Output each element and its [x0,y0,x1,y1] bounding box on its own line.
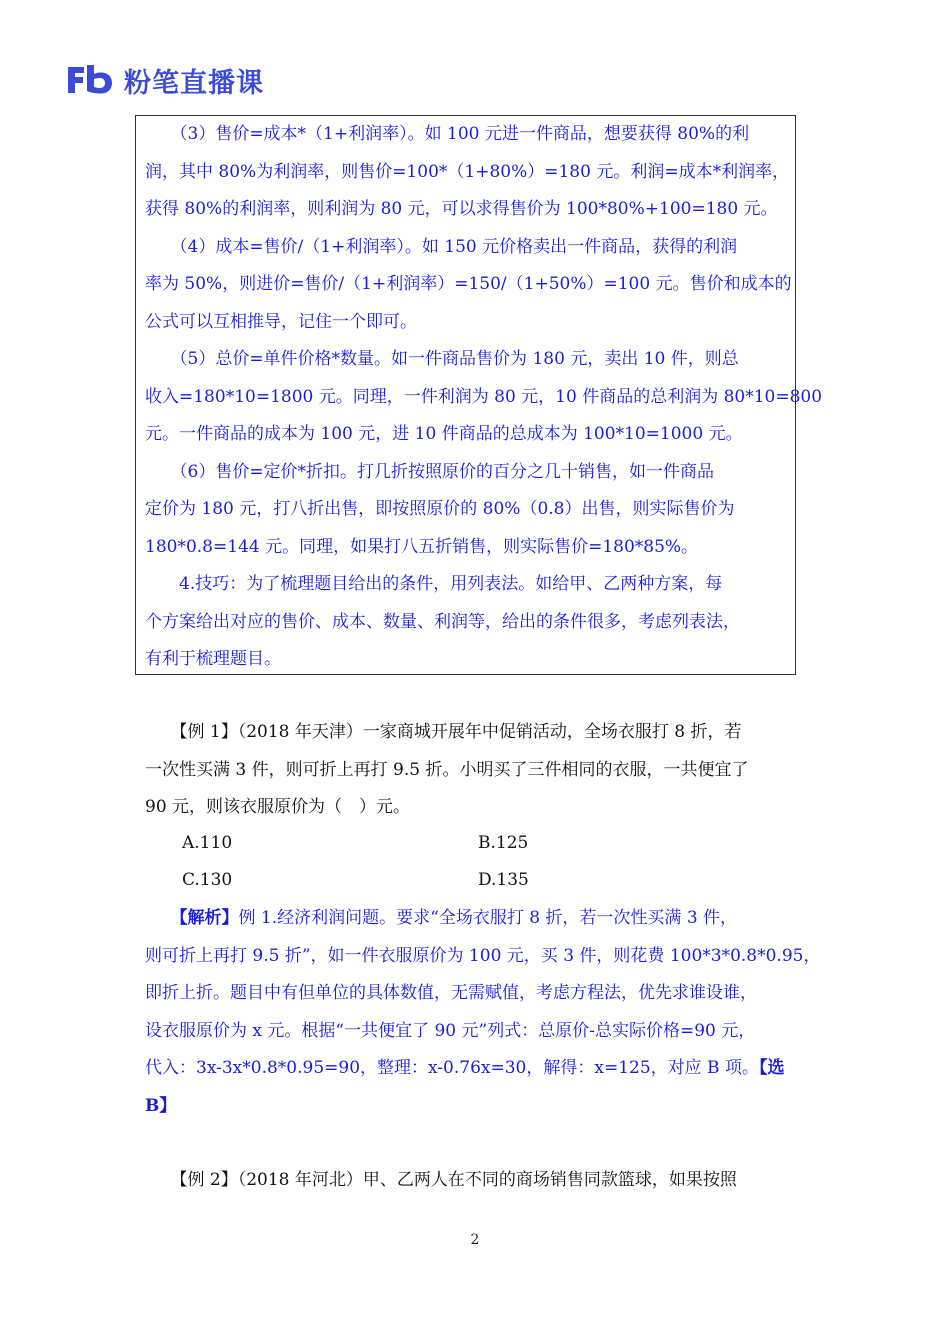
box-line: 获得 80%的利润率，则利润为 80 元，可以求得售价为 100*80%+100=180 元。 [145,199,778,219]
question-line: 90 元，则该衣服原价为（ ）元。 [145,797,411,817]
option-b: B.125 [478,833,529,853]
formula-box-text [145,116,823,679]
box-line: （4）成本=售价/（1+利润率）。如 150 元价格卖出一件商品，获得的利润 [145,236,738,257]
box-line: 公式可以互相推导，记住一个即可。 [145,311,417,332]
answer-value: B】 [145,1095,177,1116]
analysis-line [145,900,795,938]
option-a: A.110 [182,833,233,853]
example2-question [145,1162,795,1200]
question-line: 【例 2】（2018 年河北）甲、乙两人在不同的商场销售同款篮球，如果按照 [145,1170,737,1190]
box-line: （5）总价=单件价格*数量。如一件商品售价为 180 元，卖出 10 件，则总 [145,349,739,369]
analysis-tag: 【解析】 [179,908,239,928]
box-line: 个方案给出对应的售价、成本、数量、利润等，给出的条件很多，考虑列表法， [145,611,740,632]
box-line: 率为 50%，则进价=售价/（1+利润率）=150/（1+50%）=100 元。售价和成本的 [145,274,792,294]
box-line: 4.技巧：为了梳理题目给出的条件，用列表法。如给甲、乙两种方案，每 [145,574,723,594]
box-line: 收入=180*10=1800 元。同理，一件利润为 80 元，10 件商品的总利润为 80*10=800 [145,386,823,407]
box-line: （6）售价=定价*折扣。打几折按照原价的百分之几十销售，如一件商品 [145,461,715,482]
analysis-line: 即折上折。题目中有但单位的具体数值，无需赋值，考虑方程法，优先求谁设谁， [145,983,757,1003]
box-line: 有利于梳理题目。 [145,649,281,669]
analysis-line: 则可折上再打 9.5 折”，如一件衣服原价为 100 元，买 3 件，则花费 100*3*0.8*0.95， [145,945,821,966]
analysis-text: 例 1.经济利润问题。要求“全场衣服打 8 折，若一次性买满 3 件， [238,908,738,928]
option-c: C.130 [182,870,233,890]
box-line: （3）售价=成本*（1+利润率）。如 100 元进一件商品，想要获得 80%的利 [145,124,750,144]
example1-question [145,714,795,827]
box-line: 定价为 180 元，打八折出售，即按照原价的 80%（0.8）出售，则实际售价为 [145,499,735,519]
question-line: 【例 1】（2018 年天津）一家商城开展年中促销活动，全场衣服打 8 折，若 [145,722,742,742]
analysis-line: 设衣服原价为 x 元。根据“一共便宜了 90 元”列式：总原价-总实际价格=90 元， [145,1020,756,1041]
analysis-line [145,1088,795,1126]
box-line: 180*0.8=144 元。同理，如果打八五折销售，则实际售价=180*85%。 [145,536,699,557]
analysis-text: 代入：3x-3x*0.8*0.95=90，整理：x-0.76x=30，解得：x=125，对应 B 项。 [145,1058,759,1078]
brand-logo [66,62,264,98]
option-d: D.135 [478,870,529,890]
answer-label: 【选 [758,1058,785,1078]
analysis-block [145,900,821,1125]
page-number: 2 [470,1232,480,1248]
fb-logo-icon [66,63,114,97]
box-line: 润，其中 80%为利润率，则售价=100*（1+80%）=180 元。利润=成本*利润率， [145,161,790,182]
analysis-line [145,1050,795,1088]
brand-name: 粉笔直播课 [124,67,264,99]
question-line: 一次性买满 3 件，则可折上再打 9.5 折。小明买了三件相同的衣服，一共便宜了 [145,759,749,780]
box-line: 元。一件商品的成本为 100 元，进 10 件商品的总成本为 100*10=1000 元。 [145,424,743,444]
